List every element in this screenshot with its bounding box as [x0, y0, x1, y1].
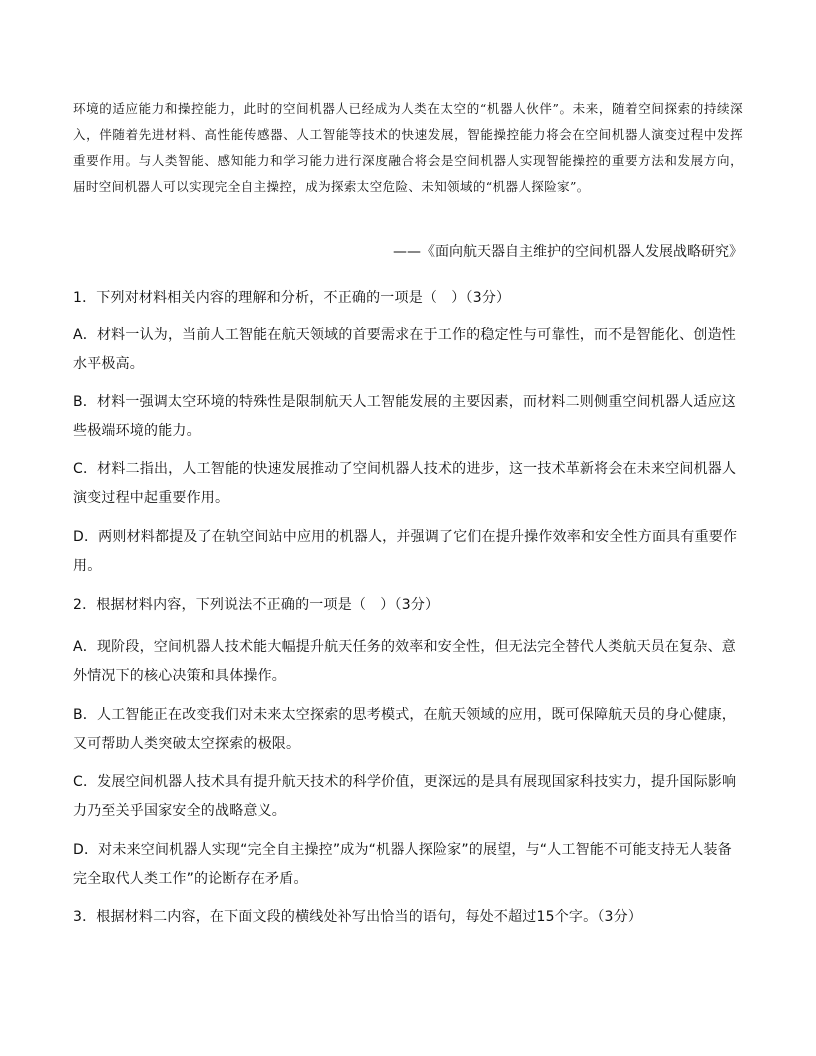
q2-option-d[interactable]: D．对未来空间机器人实现“完全自主操控”成为“机器人探险家”的展望，与“人工智能不可能支持无人装备完全取代人类工作”的论断存在矛盾。	[73, 842, 732, 887]
q2-option-a[interactable]: A．现阶段，空间机器人技术能大幅提升航天任务的效率和安全性，但无法完全替代人类航天员在复杂、意外情况下的核心决策和具体操作。	[73, 639, 736, 684]
q1-stem: 1．下列对材料相关内容的理解和分析，不正确的一项是（ ）（3分）	[73, 290, 511, 306]
q2-option-b[interactable]: B．人工智能正在改变我们对未来太空探索的思考模式，在航天领域的应用，既可保障航天员的身心健康，又可帮助人类突破太空探索的极限。	[73, 707, 737, 752]
q1-option-a[interactable]: A．材料一认为，当前人工智能在航天领域的首要需求在于工作的稳定性与可靠性，而不是智能化、创造性水平极高。	[73, 327, 736, 372]
q3-stem: 3．根据材料二内容，在下面文段的横线处补写出恰当的语句，每处不超过15个字。（3分）	[73, 909, 643, 925]
source-citation: ——《面向航天器自主维护的空间机器人发展战略研究》	[393, 244, 743, 260]
q2-option-c[interactable]: C．发展空间机器人技术具有提升航天技术的科学价值，更深远的是具有展现国家科技实力，提升国际影响力乃至关乎国家安全的战略意义。	[73, 774, 737, 819]
q1-option-c[interactable]: C．材料二指出，人工智能的快速发展推动了空间机器人技术的进步，这一技术革新将会在未来空间机器人演变过程中起重要作用。	[73, 461, 737, 506]
passage-text: 环境的适应能力和操控能力，此时的空间机器人已经成为人类在太空的“机器人伙伴”。未来，随着空间探索的持续深入，伴随着先进材料、高性能传感器、人工智能等技术的快速发展，智能操控能力将会在空间机器人演变过程中发挥重要作用。与人类智能、感知能力和学习能力进行深度融合将会是空间机器人实现智能操控的重要方法和发展方向，届时空间机器人可以实现完全自主操控，成为探索太空危险、未知领域的“机器人探险家”。	[73, 101, 743, 194]
q2-stem: 2．根据材料内容，下列说法不正确的一项是（ ）（3分）	[73, 597, 440, 613]
q1-option-d[interactable]: D．两则材料都提及了在轨空间站中应用的机器人，并强调了它们在提升操作效率和安全性方面具有重要作用。	[73, 529, 738, 574]
q1-option-b[interactable]: B．材料一强调太空环境的特殊性是限制航天人工智能发展的主要因素，而材料二则侧重空间机器人适应这些极端环境的能力。	[73, 394, 737, 439]
